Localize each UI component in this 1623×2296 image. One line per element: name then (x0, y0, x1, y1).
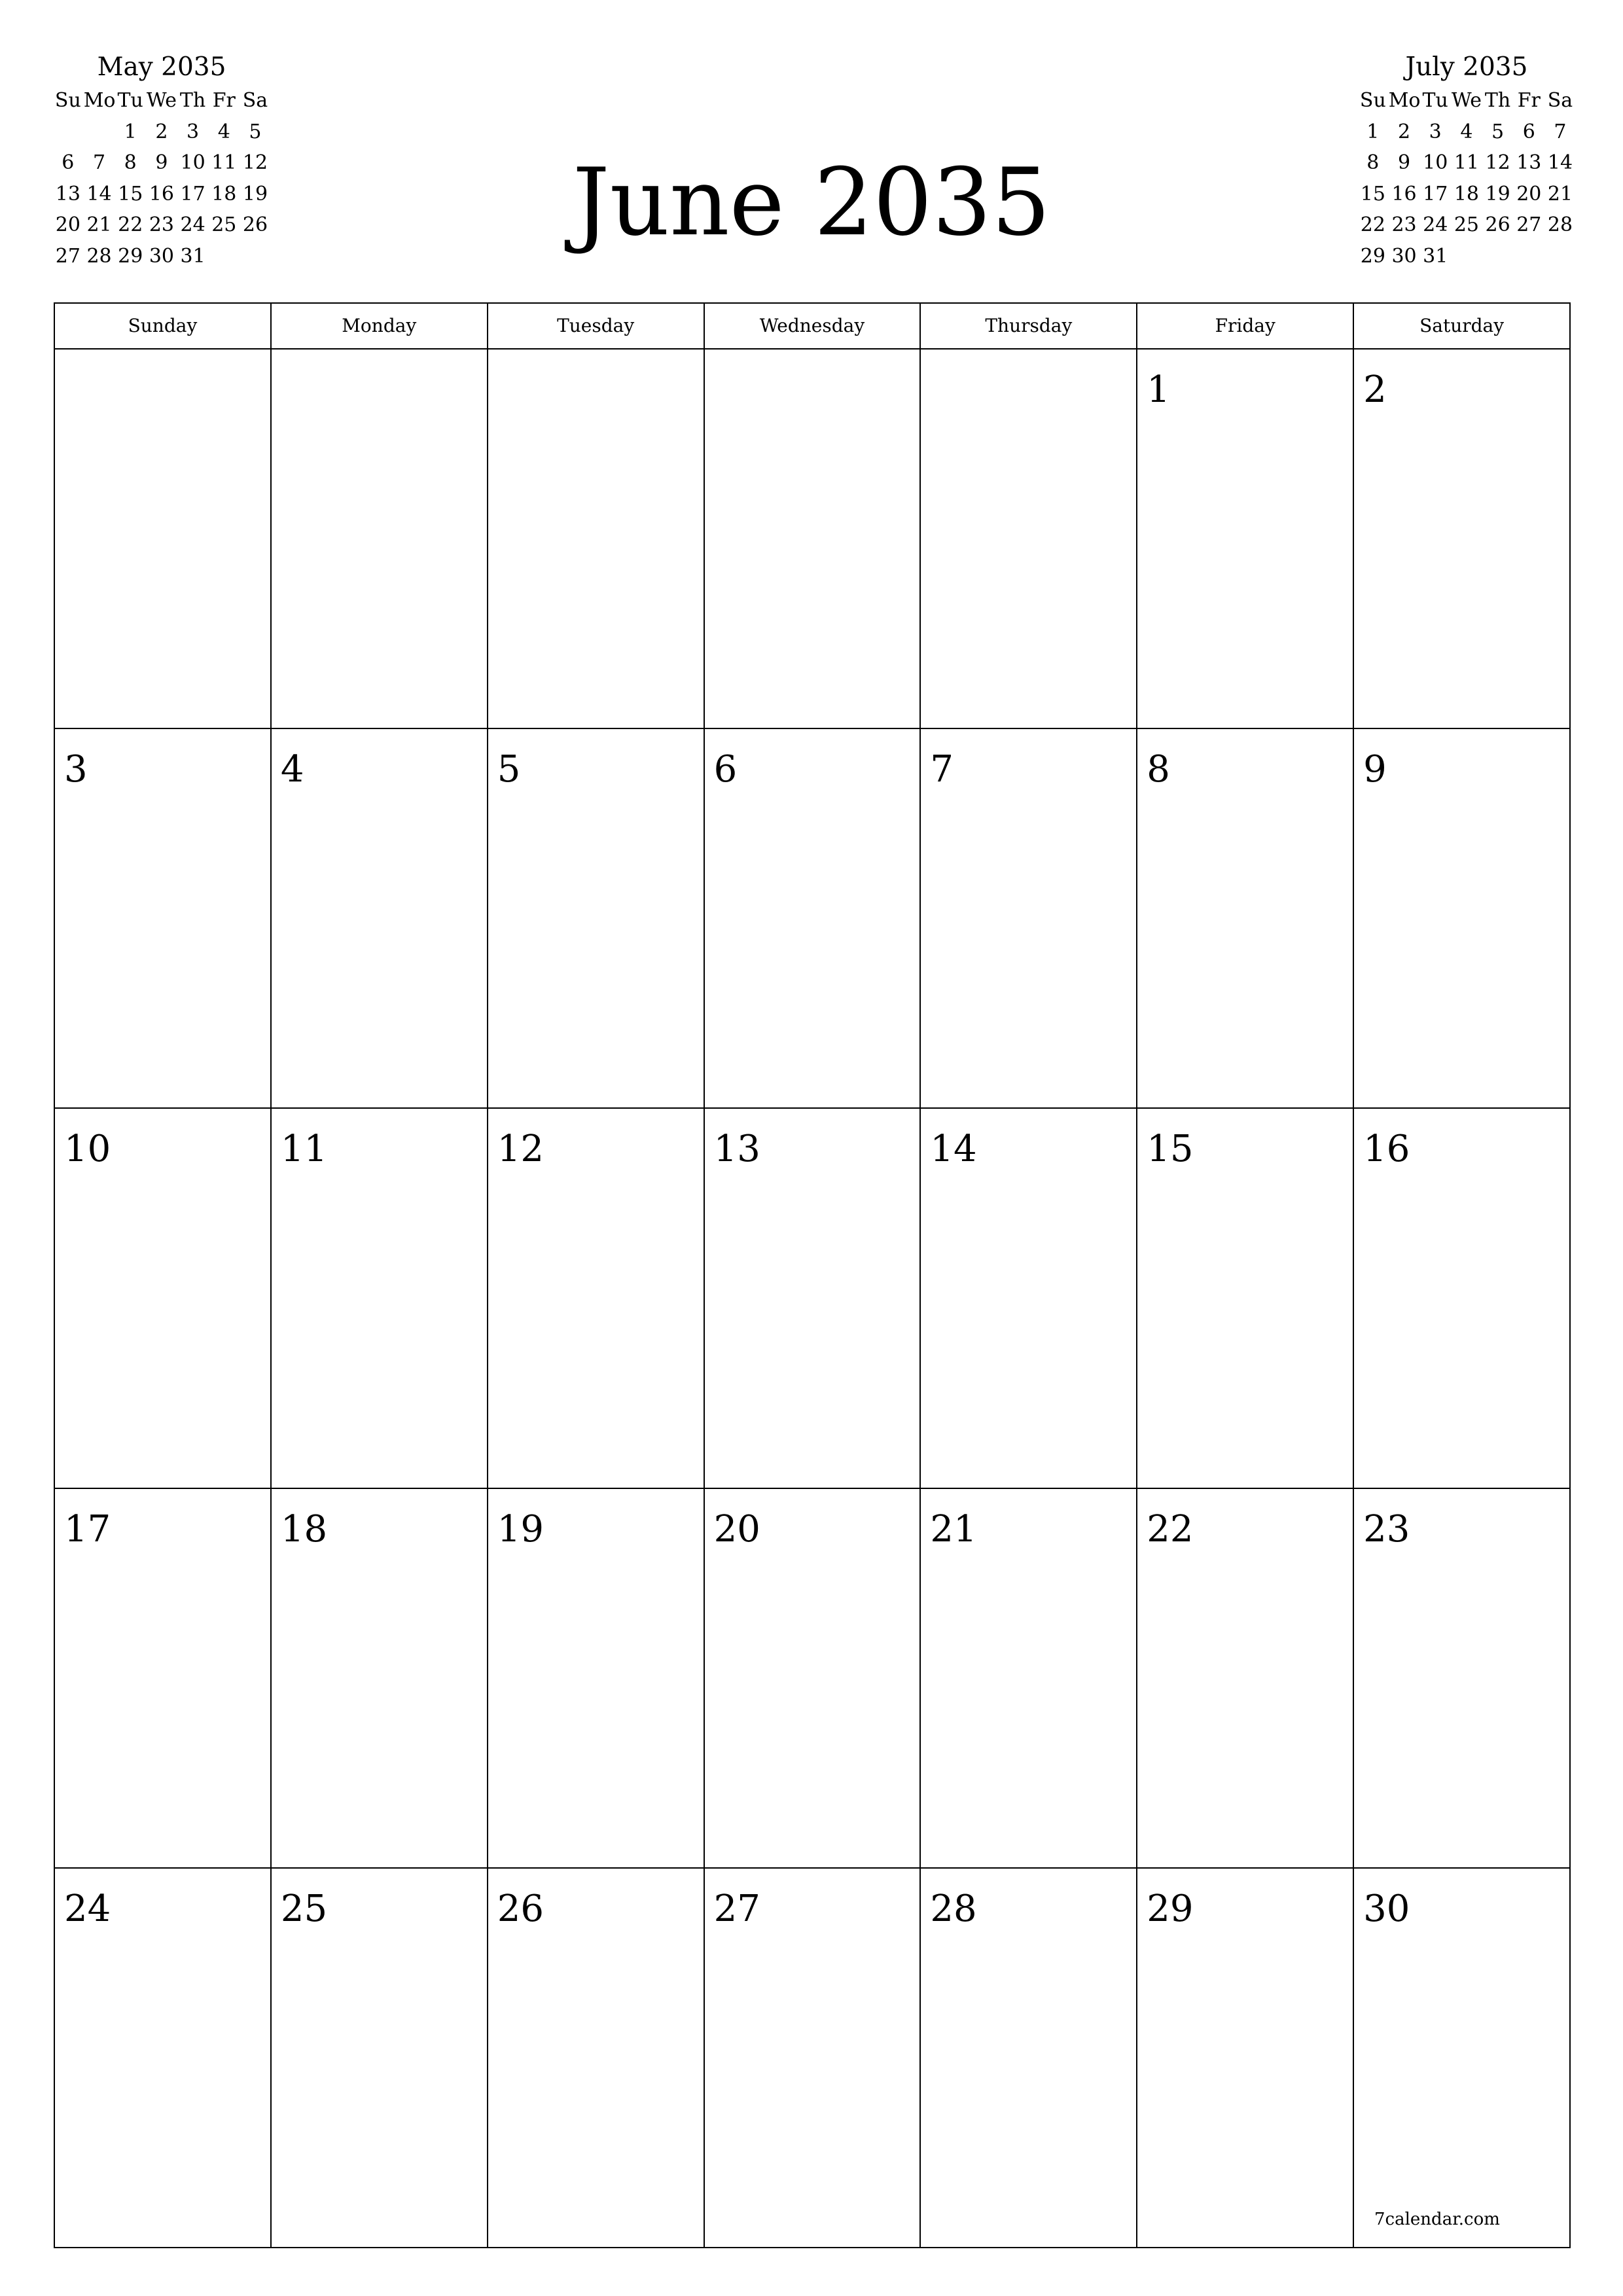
mini-weekday-label: Tu (1422, 89, 1448, 112)
mini-day: 20 (1516, 182, 1542, 206)
mini-day: 11 (1454, 151, 1479, 174)
mini-day: 29 (118, 244, 143, 268)
mini-day: 14 (86, 182, 112, 206)
mini-calendar-title: July 2035 (1405, 52, 1528, 82)
day-number: 14 (930, 1128, 977, 1171)
mini-weekday-label: Fr (212, 89, 236, 112)
mini-day (240, 241, 271, 272)
footer-credit: 7calendar.com (1374, 2210, 1500, 2229)
mini-day: 11 (211, 151, 237, 174)
day-cell (1354, 1869, 1571, 2248)
mini-day: 10 (180, 151, 205, 174)
mini-day: 31 (180, 244, 205, 268)
mini-day: 29 (1360, 244, 1385, 268)
weekday-header: Wednesday (705, 304, 921, 350)
day-cell (272, 1109, 488, 1488)
day-cell (921, 1109, 1137, 1488)
day-cell (705, 1109, 921, 1488)
mini-day: 7 (1554, 120, 1567, 143)
mini-day: 17 (1423, 182, 1448, 206)
day-number: 9 (1363, 748, 1387, 791)
mini-weekday-label: We (146, 89, 177, 112)
day-number: 30 (1363, 1887, 1410, 1930)
mini-day: 13 (55, 182, 80, 206)
mini-day: 4 (1460, 120, 1473, 143)
day-cell (1354, 350, 1571, 729)
mini-day: 2 (155, 120, 168, 143)
mini-day: 23 (1391, 213, 1417, 236)
mini-day: 8 (124, 151, 137, 174)
mini-calendar-grid (52, 85, 271, 272)
day-cell (55, 1869, 272, 2248)
mini-day (1544, 241, 1576, 272)
mini-day: 26 (242, 213, 268, 236)
mini-day: 13 (1516, 151, 1542, 174)
mini-day: 25 (211, 213, 237, 236)
mini-calendar-grid (1357, 85, 1576, 272)
day-cell (921, 729, 1137, 1109)
mini-day: 4 (217, 120, 230, 143)
mini-day: 10 (1423, 151, 1448, 174)
mini-day (84, 117, 115, 148)
mini-day: 24 (180, 213, 205, 236)
day-cell (1354, 1109, 1571, 1488)
mini-day: 18 (1454, 182, 1479, 206)
day-cell (1354, 1489, 1571, 1869)
day-cell (921, 1869, 1137, 2248)
mini-weekday-label: Sa (242, 89, 268, 112)
day-cell (488, 1109, 705, 1488)
day-cell (55, 729, 272, 1109)
day-cell (488, 1489, 705, 1869)
day-number: 15 (1147, 1128, 1194, 1171)
mini-day: 17 (180, 182, 205, 206)
day-cell (921, 1489, 1137, 1869)
day-number: 3 (64, 748, 88, 791)
mini-weekday-label: Sa (1547, 89, 1573, 112)
mini-weekday-label: Su (1359, 89, 1386, 112)
weekday-header: Thursday (921, 304, 1137, 350)
day-number: 19 (497, 1507, 544, 1551)
mini-day: 28 (1547, 213, 1573, 236)
mini-calendar-prev-month (52, 50, 271, 272)
mini-day: 24 (1423, 213, 1448, 236)
mini-day: 1 (1366, 120, 1380, 143)
day-number: 1 (1147, 368, 1170, 411)
weekday-header: Saturday (1354, 304, 1571, 350)
day-cell (1354, 729, 1571, 1109)
day-number: 6 (713, 748, 738, 791)
mini-day: 27 (55, 244, 80, 268)
mini-day: 28 (86, 244, 112, 268)
day-number: 24 (64, 1887, 111, 1930)
mini-day: 31 (1423, 244, 1448, 268)
day-cell (272, 1869, 488, 2248)
mini-weekday-label: Th (179, 89, 206, 112)
page-title: June 2035 (572, 149, 1051, 257)
mini-day: 23 (149, 213, 174, 236)
month-calendar-grid (54, 302, 1571, 2248)
mini-day (208, 241, 240, 272)
day-cell (1137, 1489, 1354, 1869)
mini-day (1482, 241, 1514, 272)
mini-day: 6 (62, 151, 75, 174)
day-cell (705, 1489, 921, 1869)
mini-day: 27 (1516, 213, 1542, 236)
mini-day: 20 (55, 213, 80, 236)
mini-day (1513, 241, 1544, 272)
day-cell (705, 1869, 921, 2248)
mini-weekday-label: Tu (117, 89, 143, 112)
day-number: 27 (713, 1887, 760, 1930)
day-number: 18 (280, 1507, 328, 1551)
day-number: 13 (713, 1128, 760, 1171)
day-cell (1137, 1869, 1354, 2248)
mini-day: 9 (155, 151, 168, 174)
mini-day: 19 (1485, 182, 1510, 206)
mini-day: 26 (1485, 213, 1510, 236)
day-number: 20 (713, 1507, 760, 1551)
weekday-header: Friday (1137, 304, 1354, 350)
mini-day: 15 (118, 182, 143, 206)
day-cell (488, 1869, 705, 2248)
mini-day: 3 (187, 120, 200, 143)
mini-day: 30 (1391, 244, 1417, 268)
mini-day: 18 (211, 182, 237, 206)
mini-calendar-title: May 2035 (97, 52, 226, 82)
day-number: 16 (1363, 1128, 1410, 1171)
day-number: 23 (1363, 1507, 1410, 1551)
mini-weekday-label: Mo (83, 89, 116, 112)
mini-day (1451, 241, 1482, 272)
mini-day: 5 (1491, 120, 1505, 143)
day-number: 29 (1147, 1887, 1194, 1930)
mini-day: 14 (1547, 151, 1573, 174)
day-cell (55, 1489, 272, 1869)
day-number: 21 (930, 1507, 977, 1551)
mini-day: 1 (124, 120, 137, 143)
mini-day: 21 (86, 213, 112, 236)
day-number: 17 (64, 1507, 111, 1551)
day-number: 26 (497, 1887, 544, 1930)
mini-day: 12 (1485, 151, 1510, 174)
mini-day: 5 (249, 120, 262, 143)
mini-day: 7 (92, 151, 106, 174)
day-cell (488, 350, 705, 729)
mini-day: 3 (1429, 120, 1442, 143)
mini-calendar-next-month (1357, 50, 1576, 272)
weekday-header: Sunday (55, 304, 272, 350)
mini-weekday-label: Fr (1517, 89, 1541, 112)
mini-day: 2 (1397, 120, 1411, 143)
day-number: 12 (497, 1128, 544, 1171)
day-number: 25 (280, 1887, 328, 1930)
day-cell (272, 1489, 488, 1869)
mini-day: 8 (1366, 151, 1380, 174)
mini-day: 22 (118, 213, 143, 236)
mini-weekday-label: Mo (1388, 89, 1421, 112)
mini-day (52, 117, 84, 148)
day-number: 11 (280, 1128, 328, 1171)
mini-day: 21 (1547, 182, 1573, 206)
day-cell (705, 350, 921, 729)
day-cell (272, 729, 488, 1109)
day-cell (705, 729, 921, 1109)
day-cell (55, 350, 272, 729)
mini-day: 16 (149, 182, 174, 206)
day-cell (272, 350, 488, 729)
day-number: 28 (930, 1887, 977, 1930)
mini-day: 22 (1360, 213, 1385, 236)
day-cell (488, 729, 705, 1109)
mini-day: 12 (242, 151, 268, 174)
day-cell (921, 350, 1137, 729)
day-cell (1137, 1109, 1354, 1488)
day-cell (1137, 729, 1354, 1109)
day-number: 7 (930, 748, 954, 791)
mini-day: 30 (149, 244, 174, 268)
weekday-header: Monday (272, 304, 488, 350)
mini-day: 6 (1522, 120, 1535, 143)
mini-day: 15 (1360, 182, 1385, 206)
weekday-header: Tuesday (488, 304, 705, 350)
day-number: 10 (64, 1128, 111, 1171)
day-cell (55, 1109, 272, 1488)
day-number: 4 (280, 748, 304, 791)
mini-weekday-label: We (1451, 89, 1482, 112)
day-number: 2 (1363, 368, 1387, 411)
day-cell (1137, 350, 1354, 729)
day-number: 22 (1147, 1507, 1194, 1551)
mini-day: 19 (242, 182, 268, 206)
mini-day: 25 (1454, 213, 1479, 236)
day-number: 5 (497, 748, 521, 791)
mini-weekday-label: Th (1484, 89, 1511, 112)
mini-day: 16 (1391, 182, 1417, 206)
mini-day: 9 (1397, 151, 1411, 174)
day-number: 8 (1147, 748, 1170, 791)
mini-weekday-label: Su (54, 89, 81, 112)
